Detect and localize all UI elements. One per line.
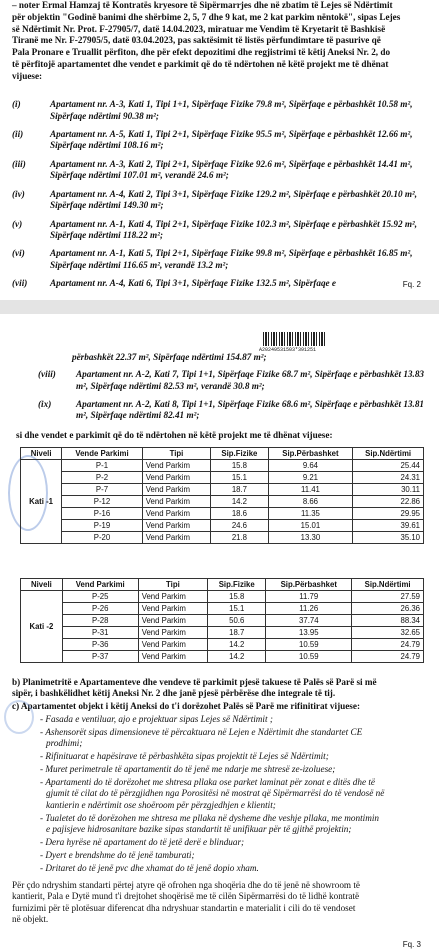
bullet-line: Dyert e brendshme do të jenë tamburati; (45, 849, 195, 860)
table-cell: 27.59 (352, 591, 424, 603)
item-text: Apartament nr. A-5, Kati 1, Tipi 2+1, Sipërfaqe Fizike 95.5 m², Sipërfaqe e përbashkët 12.66 m², Sipërfaqe ndërtimi 108.16 m²; (50, 128, 413, 151)
bullet-line: Fasada e ventiluar, ajo e projektuar sipas Lejes së Ndërtimit ; (45, 714, 273, 724)
intro-line: për objektin "Godinë banimi dhe shërbime 2, 5, 7 dhe 9 kat, me 2 kat parkim nëntokë", sipas Lejes (12, 11, 401, 22)
table-cell: 30.11 (353, 484, 424, 496)
item-text: Apartament nr. A-1, Kati 5, Tipi 2+1, Sipërfaqe Fizike 99.8 m², Sipërfaqe e përbashkët 16.85 m², Sipërfaqe ndërtimi 116.65 m², verandë 13.2 m²; (50, 248, 413, 270)
table-cell: Vend Parkim (142, 496, 210, 508)
table-cell: 15.01 (268, 520, 353, 532)
finishing-list (12, 714, 431, 876)
table-cell: Vend Parkim (142, 508, 210, 520)
table-row (21, 603, 424, 615)
table-cell: P-37 (62, 651, 138, 663)
table-cell: 14.2 (211, 496, 268, 508)
bullet-item (40, 837, 431, 848)
table-cell: 10.59 (266, 639, 352, 651)
bullet-item (40, 813, 431, 836)
table-cell: Vend Parkim (138, 615, 207, 627)
table-cell: P-31 (62, 627, 138, 639)
table-cell: 50.6 (208, 615, 266, 627)
item-number: (ii) (12, 128, 24, 139)
bullet-line: Tualetet do të dorëzohen me shtresa me pllaka në dysheme dhe veshje pllaka, me montimin (45, 812, 380, 823)
table-cell: 29.95 (353, 508, 424, 520)
table-row (21, 472, 424, 484)
table-cell: P-20 (62, 532, 143, 544)
document-page-2 (0, 0, 439, 300)
bullet-line: e pajisjeve hidrosanitare bazike sipas standartit të unifikuar për të gjithë projektin; (46, 824, 352, 835)
item-text: Apartament nr. A-3, Kati 1, Tipi 1+1, Sipërfaqe Fizike 79.8 m², Sipërfaqe e përbashkët 10.58 m², Sipërfaqe ndërtimi 90.38 m²; (50, 99, 413, 121)
table-cell: 15.1 (211, 472, 268, 484)
item-text: Apartament nr. A-4, Kati 6, Tipi 3+1, Sipërfaqe Fizike 132.5 m², Sipërfaqe e (50, 278, 336, 289)
apartment-item (12, 248, 431, 271)
table-row (21, 651, 424, 663)
item-text: Apartament nr. A-2, Kati 7, Tipi 1+1, Sipërfaqe Fizike 68.7 m², Sipërfaqe e përbashkët 13.83 m², Sipërfaqe ndërtimi 82.53 m², verandë 30.8 m²; (76, 369, 425, 391)
column-header: Sip.Përbashket (266, 579, 352, 591)
bullet-line: Apartamenti do të dorëzohet me shtresa pllaka ose parket laminat për zonat e ditës dhe të (45, 777, 375, 788)
table-cell: 10.59 (266, 651, 352, 663)
apartment-list-continued (38, 369, 431, 429)
apartment-item (38, 369, 431, 392)
paragraph-line: sipër, i bashkëlidhet këtij Aneksi Nr. 2 dhe janë pjesë përbërëse dhe integrale të tij. (12, 688, 336, 699)
table-row (21, 460, 424, 472)
table-cell: 11.41 (268, 484, 353, 496)
bullet-item (40, 850, 431, 861)
parking-intro: si dhe vendet e parkimit që do të ndërtohen në këtë projekt me të dhënat vijuese: (16, 430, 333, 440)
table-cell: Vend Parkim (138, 639, 207, 651)
closing-line: Për çdo ndryshim standarti përtej atyre që ofrohen nga shoqëria dhe do të jenë në showroom të (12, 880, 360, 890)
table-cell: 24.79 (352, 639, 424, 651)
parking-table-level-minus-2 (20, 578, 424, 663)
table-cell: 15.8 (211, 460, 268, 472)
page-separator (0, 300, 439, 314)
item-text: Apartament nr. A-3, Kati 2, Tipi 2+1, Sipërfaqe Fizike 92.6 m², Sipërfaqe e përbashkët 14.41 m², Sipërfaqe ndërtimi 107.01 m², verandë 24.6 m²; (50, 158, 413, 181)
table-cell: 15.8 (208, 591, 266, 603)
table-row (21, 627, 424, 639)
continuation-line: përbashkët 22.37 m², Sipërfaqe ndërtimi 154.87 m²; (72, 352, 267, 362)
bullet-item (40, 764, 431, 775)
bullet-item (40, 727, 431, 750)
intro-line: së Ndërtimit Nr. Prot. F-27905/7, datë 14.04.2023, miratuar me Vendim të Kryetarit të Bashkisë (12, 23, 386, 34)
bullet-line: gjumit të cilat do të përzgjidhen nga Porositësi në mostrat që Sipërmarrësi do të vendosë në (46, 788, 385, 799)
bullet-line: Rifinituarat e hapësirave të përbashkëta sipas projektit të Lejes së Ndërtimit; (45, 751, 329, 762)
bullet-item (40, 777, 431, 811)
item-number: (v) (12, 218, 23, 229)
table-cell: P-7 (62, 484, 143, 496)
intro-line: vijuese: (12, 70, 43, 81)
table-cell: P-16 (62, 508, 143, 520)
bullet-line: Ashensorët sipas dimensioneve të përcaktuara në Lejen e Ndërtimit dhe standartet CE (45, 726, 363, 737)
item-text: Apartament nr. A-1, Kati 4, Tipi 2+1, Sipërfaqe Fizike 102.3 m², Sipërfaqe e përbashkët 15.92 m², Sipërfaqe ndërtimi 118.22 m²; (50, 218, 418, 241)
bullet-line: kantierin e ndërtimit ose shoëroom për përzgjedhjen e klientit; (46, 799, 276, 810)
table-cell: 15.1 (208, 603, 266, 615)
intro-line: – noter Ermal Hamzaj të Kontratës kryesore të Sipërmarrjes dhe në zbatim të Lejes së Ndërtimit (12, 0, 393, 10)
closing-paragraph (12, 880, 431, 926)
table-row (21, 532, 424, 544)
table-row (21, 496, 424, 508)
table-cell: Vend Parkim (142, 460, 210, 472)
table-cell: 24.79 (352, 651, 424, 663)
item-number: (ix) (38, 398, 52, 409)
apartment-item (12, 219, 431, 242)
column-header: Sip.Fizike (211, 448, 268, 460)
page-number: Fq. 3 (402, 940, 421, 949)
table-cell: Vend Parkim (142, 472, 210, 484)
table-cell: 22.86 (353, 496, 424, 508)
table-cell: 39.61 (353, 520, 424, 532)
table-cell: 35.10 (353, 532, 424, 544)
intro-line: Pala Pronare e Truallit përfiton, dhe për efekt depozitimi dhe regjistrimi të këtij Aneksi Nr. 2, do (12, 47, 391, 58)
paragraph-line: b) Planimetritë e Apartamenteve dhe vendeve të parkimit pjesë takuese të Palës së Parë si më (12, 677, 377, 687)
intro-line: Tiranë me Nr. F-27905/5, datë 03.04.2023, pas saktësimit të listës përfundimtare të pasurive që (12, 35, 381, 46)
bullet-item (40, 863, 431, 874)
table-cell: 11.79 (266, 591, 352, 603)
item-text: Apartament nr. A-4, Kati 2, Tipi 3+1, Sipërfaqe Fizike 129.2 m², Sipërfaqe e përbashkët 20.10 m², Sipërfaqe ndërtimi 149.30 m²; (50, 188, 418, 211)
apartment-item (12, 159, 431, 182)
closing-line: furnizimi për të plotësuar diferencat dha ndryshuar standartin e materialit i cili do të vendoset (12, 902, 356, 913)
apartment-list (12, 99, 431, 297)
table-cell: 24.31 (353, 472, 424, 484)
table-row (21, 508, 424, 520)
paragraph-c: c) Apartamentet objekt i këtij Aneksi do t'i dorëzohet Palës së Parë me rifinitirat vijuese: (12, 701, 361, 711)
column-header: Sip.Fizike (208, 579, 266, 591)
column-header: Vende Parkimi (62, 448, 143, 460)
table-cell: Vend Parkim (142, 520, 210, 532)
apartment-item (38, 399, 431, 422)
item-number: (vi) (12, 248, 25, 259)
table-cell: P-25 (62, 591, 138, 603)
page-number: Fq. 2 (402, 280, 421, 289)
table-cell: 9.21 (268, 472, 353, 484)
item-number: (iii) (12, 158, 26, 169)
table-cell: 13.30 (268, 532, 353, 544)
level-cell: Kati -1 (21, 460, 62, 544)
table-cell: Vend Parkim (142, 532, 210, 544)
table-row (21, 639, 424, 651)
bullet-line: Dritaret do të jenë pvc dhe xhamat do të jenë dopio xham. (45, 862, 259, 873)
table-cell: P-1 (62, 460, 143, 472)
intro-line: të përfitojë apartamentet dhe vendet e parkimit që do të ndërtohen në këtë projekt me të dhënat (12, 58, 389, 69)
column-header: Sip.Përbashket (268, 448, 353, 460)
apartment-item (12, 129, 431, 152)
table-row (21, 591, 424, 603)
item-text: Apartament nr. A-2, Kati 8, Tipi 1+1, Sipërfaqe Fizike 68.6 m², Sipërfaqe e përbashkët 13.81 m², Sipërfaqe ndërtimi 82.41 m²; (76, 398, 425, 421)
table-cell: 11.26 (266, 603, 352, 615)
table-cell: P-36 (62, 639, 138, 651)
table-row (21, 615, 424, 627)
column-header: Sip.Ndërtimi (352, 579, 424, 591)
table-cell: Vend Parkim (142, 484, 210, 496)
column-header: Niveli (21, 448, 62, 460)
table-cell: Vend Parkim (138, 603, 207, 615)
column-header: Tipi (138, 579, 207, 591)
table-cell: 88.34 (352, 615, 424, 627)
item-number: (vii) (12, 278, 28, 289)
bullet-line: Dera hyrëse në apartament do të jetë derë e blinduar; (45, 837, 245, 848)
table-cell: P-12 (62, 496, 143, 508)
table-cell: Vend Parkim (138, 651, 207, 663)
parking-table-level-minus-1 (20, 447, 424, 544)
table-row (21, 520, 424, 532)
bullet-list (12, 714, 431, 874)
column-header: Niveli (21, 579, 63, 591)
continuation-text (72, 352, 431, 364)
table-cell: P-19 (62, 520, 143, 532)
table-cell: 13.95 (266, 627, 352, 639)
column-header: Vend Parkimi (62, 579, 138, 591)
table-cell: 14.2 (208, 639, 266, 651)
apartment-item (12, 99, 431, 122)
table-cell: P-26 (62, 603, 138, 615)
table-cell: P-28 (62, 615, 138, 627)
bullet-line: Muret perimetrale të apartamentit do të jenë me ndarje me shtresë ze-izoluese; (45, 764, 336, 775)
table-cell: 18.7 (211, 484, 268, 496)
table-cell: 26.36 (352, 603, 424, 615)
table-cell: 32.65 (352, 627, 424, 639)
table-cell: 14.2 (208, 651, 266, 663)
table-cell: 11.35 (268, 508, 353, 520)
table-cell: 37.74 (266, 615, 352, 627)
table-cell: P-2 (62, 472, 143, 484)
bullet-item (40, 751, 431, 762)
closing-line: në objekt. (12, 914, 49, 925)
table-cell: 25.44 (353, 460, 424, 472)
level-cell: Kati -2 (21, 591, 63, 663)
apartment-item (12, 278, 431, 290)
column-header: Sip.Ndërtimi (353, 448, 424, 460)
table-cell: 8.66 (268, 496, 353, 508)
table-row (21, 484, 424, 496)
table-cell: 24.6 (211, 520, 268, 532)
bullet-line: prodhimi; (46, 738, 83, 749)
barcode-number: A20249531503*391251 (259, 347, 317, 353)
intro-paragraph (12, 0, 431, 83)
table-cell: 21.8 (211, 532, 268, 544)
table-cell: Vend Parkim (138, 591, 207, 603)
paragraph-b (12, 677, 431, 700)
bullet-item (40, 714, 431, 725)
column-header: Tipi (142, 448, 210, 460)
table-cell: 18.7 (208, 627, 266, 639)
table-cell: 18.6 (211, 508, 268, 520)
apartment-item (12, 189, 431, 212)
item-number: (viii) (38, 369, 56, 379)
closing-line: kantierit, Pala e Dytë mund t'i drejtohet shoqërisë me të cilën Sipërmarrësi do të lidhë kontratë (12, 891, 360, 902)
barcode-icon (263, 332, 325, 346)
table-cell: Vend Parkim (138, 627, 207, 639)
table-cell: 9.64 (268, 460, 353, 472)
item-number: (i) (12, 99, 21, 109)
item-number: (iv) (12, 188, 25, 199)
